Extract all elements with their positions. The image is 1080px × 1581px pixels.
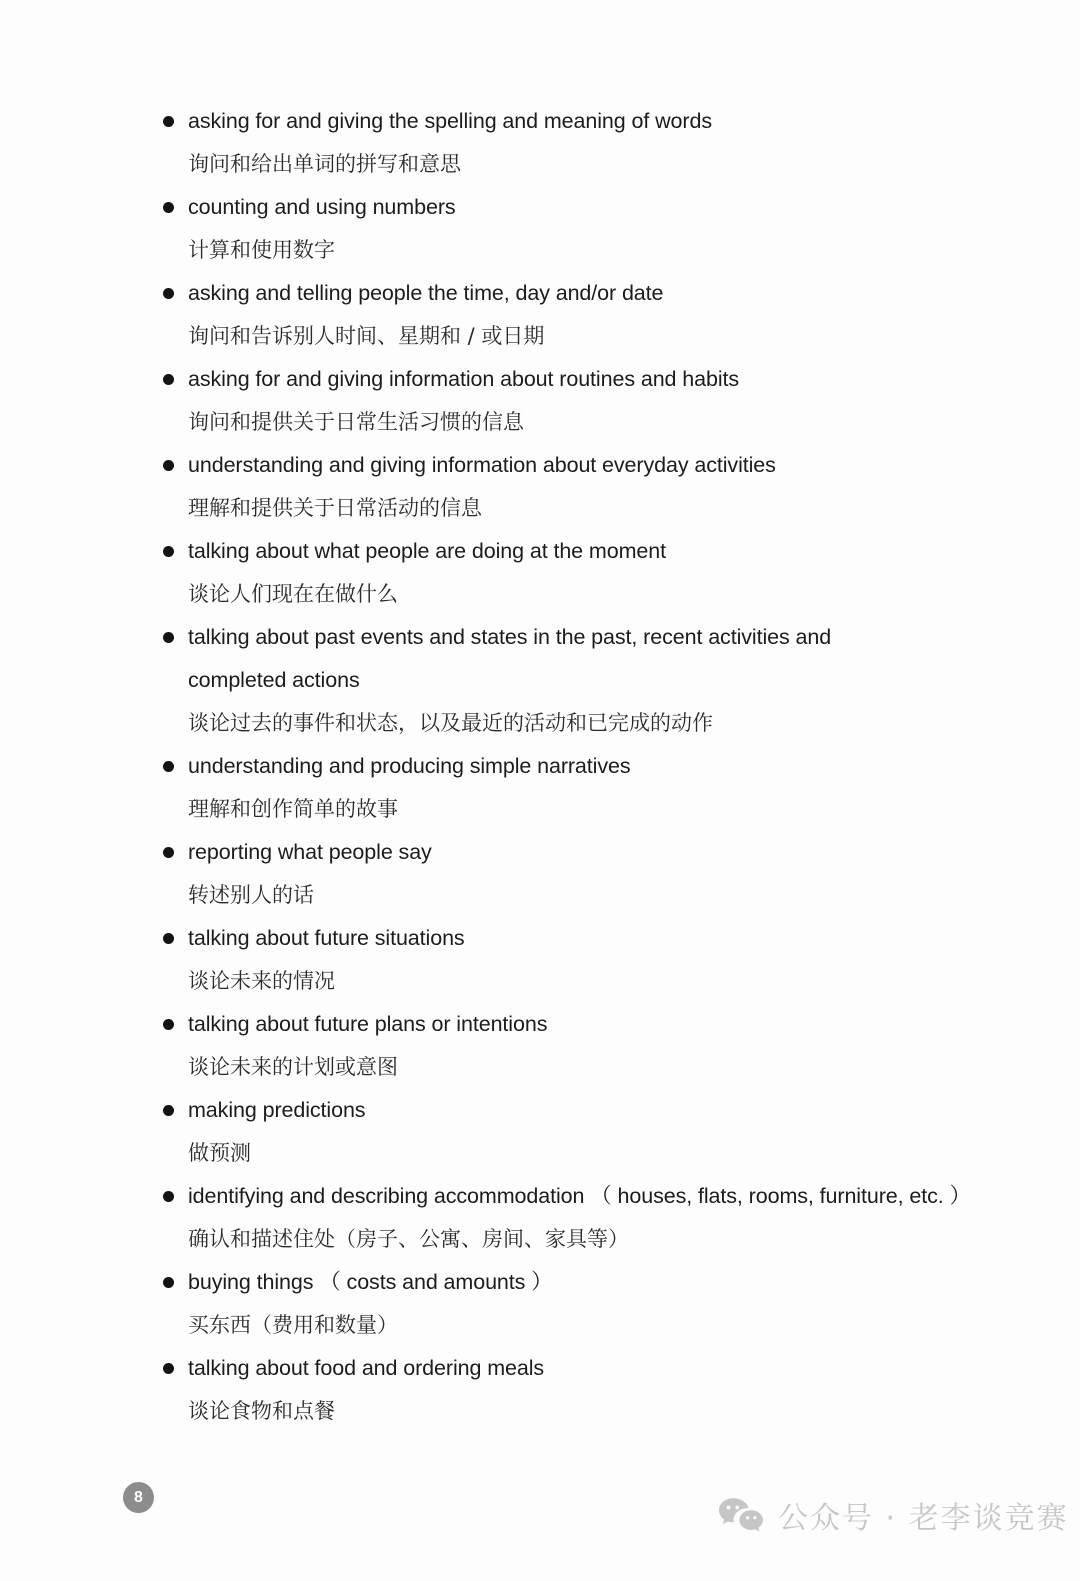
bullet-icon <box>163 1191 174 1202</box>
objective-chinese: 询问和告诉别人时间、星期和 / 或日期 <box>188 324 545 348</box>
watermark-text: 公众号 · 老李谈竞赛 <box>778 1501 1069 1536</box>
bullet-icon <box>163 460 174 471</box>
watermark <box>718 1493 1069 1537</box>
objective-english: talking about food and ordering meals <box>188 1356 545 1380</box>
objective-chinese: 计算和使用数字 <box>188 238 335 262</box>
list-item <box>160 444 1040 530</box>
objective-chinese: 询问和提供关于日常生活习惯的信息 <box>188 410 524 434</box>
list-item <box>160 272 1040 358</box>
list-item <box>160 745 1040 831</box>
bullet-icon <box>163 288 174 299</box>
list-item <box>160 1261 1040 1347</box>
bullet-icon <box>163 1363 174 1374</box>
objective-english: talking about what people are doing at the moment <box>188 539 666 563</box>
list-item <box>160 616 1040 745</box>
objective-english: understanding and producing simple narratives <box>188 754 631 778</box>
list-item <box>160 1089 1040 1175</box>
objective-english: talking about future plans or intentions <box>188 1012 548 1036</box>
list-item <box>160 1175 1040 1261</box>
bullet-icon <box>163 761 174 772</box>
objective-english: counting and using numbers <box>188 195 456 219</box>
objective-english: buying things （ costs and amounts ） <box>188 1270 553 1294</box>
objectives-list <box>160 100 1040 1433</box>
bullet-icon <box>163 933 174 944</box>
bullet-icon <box>163 847 174 858</box>
objective-chinese: 谈论未来的计划或意图 <box>188 1055 398 1079</box>
objective-english: talking about past events and states in the past, recent activities and <box>188 625 832 649</box>
objective-chinese: 理解和提供关于日常活动的信息 <box>188 496 482 520</box>
bullet-icon <box>163 202 174 213</box>
wechat-icon <box>718 1496 764 1534</box>
objective-english: asking and telling people the time, day and/or date <box>188 281 664 305</box>
list-item <box>160 186 1040 272</box>
objective-english: reporting what people say <box>188 840 432 864</box>
list-item <box>160 917 1040 1003</box>
bullet-icon <box>163 632 174 643</box>
objective-chinese: 转述别人的话 <box>188 883 314 907</box>
list-item <box>160 1003 1040 1089</box>
objective-english: making predictions <box>188 1098 366 1122</box>
objective-english-continued: completed actions <box>188 668 360 692</box>
bullet-icon <box>163 1019 174 1030</box>
objective-chinese: 谈论食物和点餐 <box>188 1399 335 1423</box>
objective-chinese: 谈论未来的情况 <box>188 969 335 993</box>
objective-english: identifying and describing accommodation （ houses, flats, rooms, furniture, etc. ） <box>188 1184 971 1208</box>
bullet-icon <box>163 116 174 127</box>
list-item <box>160 530 1040 616</box>
objective-chinese: 做预测 <box>188 1141 251 1165</box>
list-item <box>160 1347 1040 1433</box>
list-item <box>160 100 1040 186</box>
bullet-icon <box>163 546 174 557</box>
bullet-icon <box>163 374 174 385</box>
objective-english: asking for and giving the spelling and meaning of words <box>188 109 712 133</box>
objective-english: talking about future situations <box>188 926 465 950</box>
page-number-badge: 8 <box>123 1482 154 1513</box>
objective-chinese: 买东西（费用和数量） <box>188 1313 398 1337</box>
objective-chinese: 谈论过去的事件和状态，以及最近的活动和已完成的动作 <box>188 711 713 735</box>
objective-chinese: 谈论人们现在在做什么 <box>188 582 398 606</box>
bullet-icon <box>163 1277 174 1288</box>
objective-english: understanding and giving information about everyday activities <box>188 453 776 477</box>
objective-chinese: 理解和创作简单的故事 <box>188 797 398 821</box>
bullet-icon <box>163 1105 174 1116</box>
objective-chinese: 确认和描述住处（房子、公寓、房间、家具等） <box>188 1227 629 1251</box>
objective-chinese: 询问和给出单词的拼写和意思 <box>188 152 461 176</box>
list-item <box>160 831 1040 917</box>
objective-english: asking for and giving information about routines and habits <box>188 367 740 391</box>
list-item <box>160 358 1040 444</box>
